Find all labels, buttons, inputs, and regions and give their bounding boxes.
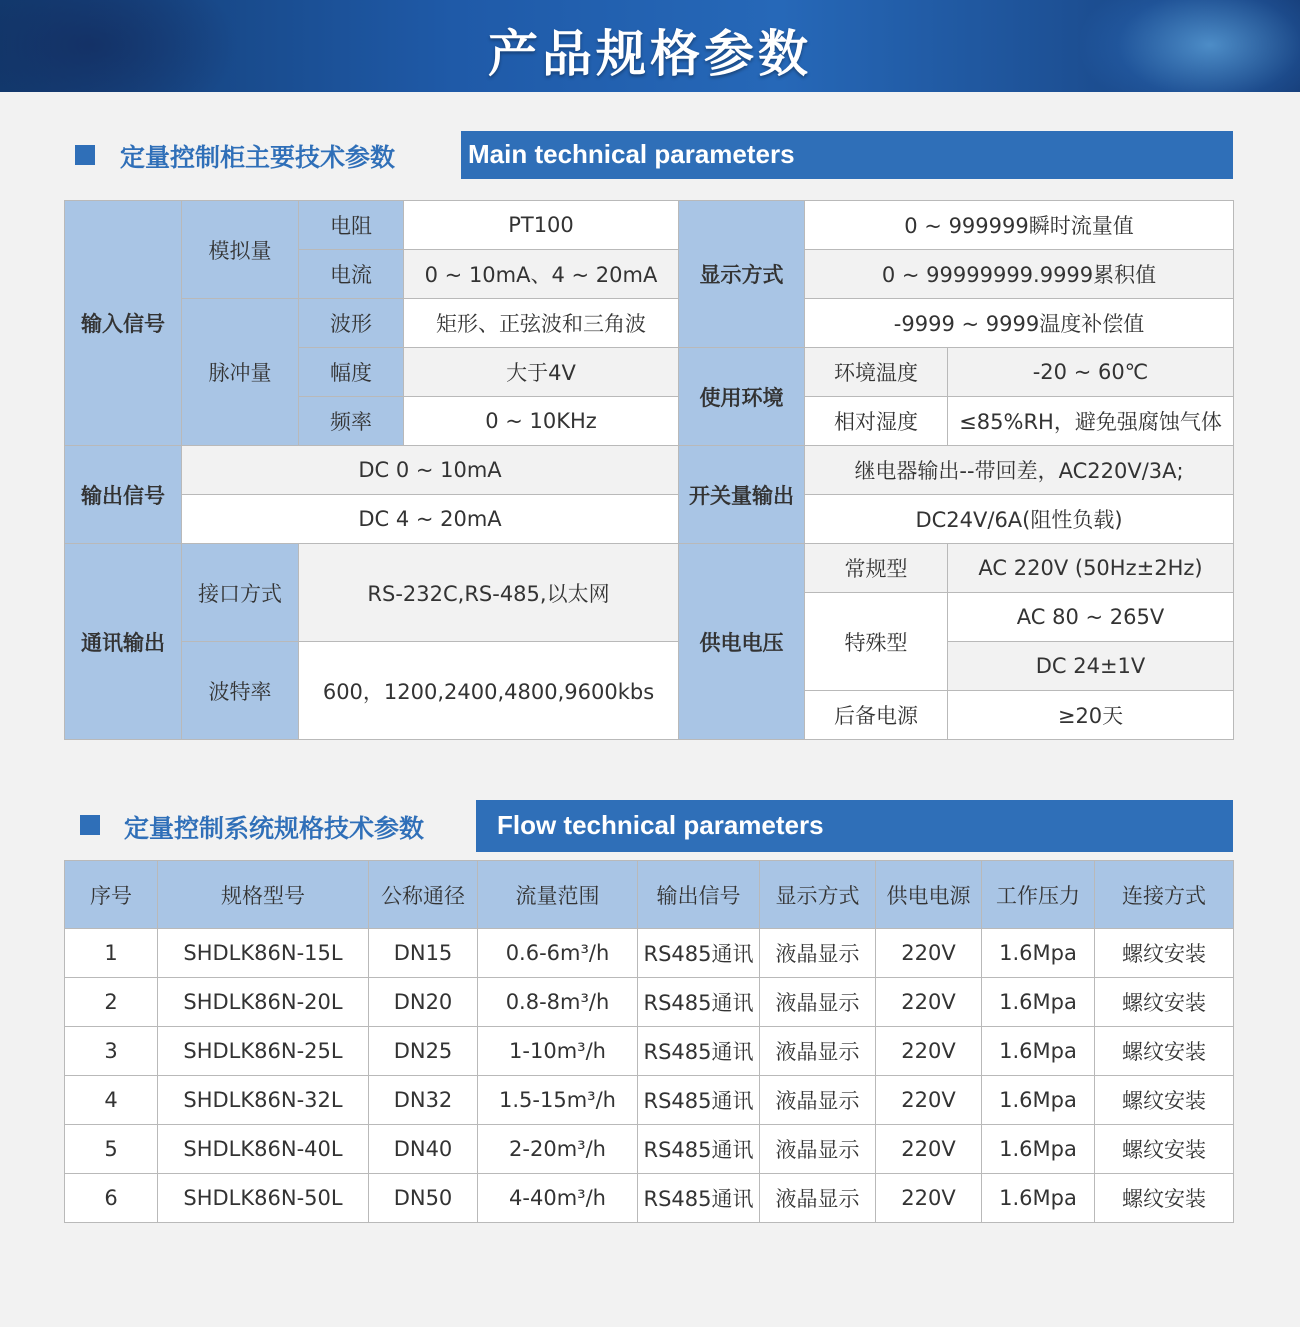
row-diameter: DN40 [369, 1125, 478, 1174]
humidity-label: 相对湿度 [805, 397, 948, 446]
row-display: 液晶显示 [760, 1027, 876, 1076]
row-flow-range: 1.5-15m³/h [478, 1076, 638, 1125]
input-signal-label: 输入信号 [65, 201, 182, 446]
row-output: RS485通讯 [638, 1174, 760, 1223]
col-header-model: 规格型号 [158, 861, 369, 929]
normal-type-label: 常规型 [805, 544, 948, 593]
special-type-label: 特殊型 [805, 593, 948, 691]
table-row [65, 929, 1234, 978]
flow-parameters-table [64, 860, 1234, 1223]
col-header-pressure: 工作压力 [982, 861, 1095, 929]
row-output: RS485通讯 [638, 1027, 760, 1076]
display-line-3: -9999 ~ 9999温度补偿值 [805, 299, 1234, 348]
special-type-value-2: DC 24±1V [948, 642, 1234, 691]
row-diameter: DN15 [369, 929, 478, 978]
row-connection: 螺纹安装 [1095, 1027, 1234, 1076]
row-connection: 螺纹安装 [1095, 929, 1234, 978]
row-connection: 螺纹安装 [1095, 1174, 1234, 1223]
waveform-value: 矩形、正弦波和三角波 [404, 299, 679, 348]
switch-output-line-1: 继电器输出--带回差，AC220V/3A; [805, 446, 1234, 495]
row-connection: 螺纹安装 [1095, 1125, 1234, 1174]
row-flow-range: 4-40m³/h [478, 1174, 638, 1223]
row-no: 1 [65, 929, 158, 978]
row-display: 液晶显示 [760, 1076, 876, 1125]
row-model: SHDLK86N-20L [158, 978, 369, 1027]
row-no: 2 [65, 978, 158, 1027]
row-pressure: 1.6Mpa [982, 929, 1095, 978]
col-header-no: 序号 [65, 861, 158, 929]
output-line-1: DC 0 ~ 10mA [182, 446, 679, 495]
row-display: 液晶显示 [760, 929, 876, 978]
page-banner [0, 0, 1300, 92]
table-row [65, 1076, 1234, 1125]
display-line-2: 0 ~ 99999999.9999累积值 [805, 250, 1234, 299]
display-mode-label: 显示方式 [679, 201, 805, 348]
row-display: 液晶显示 [760, 1125, 876, 1174]
row-output: RS485通讯 [638, 1076, 760, 1125]
display-line-1: 0 ~ 999999瞬时流量值 [805, 201, 1234, 250]
switch-output-line-2: DC24V/6A(阻性负载) [805, 495, 1234, 544]
row-power: 220V [876, 1027, 982, 1076]
resistance-value: PT100 [404, 201, 679, 250]
section2-title-cn: 定量控制系统规格技术参数 [124, 814, 425, 843]
row-power: 220V [876, 1174, 982, 1223]
table-row [65, 1027, 1234, 1076]
col-header-flow-range: 流量范围 [478, 861, 638, 929]
backup-power-value: ≥20天 [948, 691, 1234, 740]
environment-label: 使用环境 [679, 348, 805, 446]
row-power: 220V [876, 1125, 982, 1174]
col-header-connection: 连接方式 [1095, 861, 1234, 929]
row-flow-range: 2-20m³/h [478, 1125, 638, 1174]
special-type-value-1: AC 80 ~ 265V [948, 593, 1234, 642]
row-power: 220V [876, 1076, 982, 1125]
frequency-label: 频率 [299, 397, 404, 446]
temperature-value: -20 ~ 60℃ [948, 348, 1234, 397]
row-power: 220V [876, 929, 982, 978]
comm-output-label: 通讯输出 [65, 544, 182, 740]
row-no: 5 [65, 1125, 158, 1174]
row-model: SHDLK86N-32L [158, 1076, 369, 1125]
section1-square-icon [75, 145, 95, 165]
resistance-label: 电阻 [299, 201, 404, 250]
normal-type-value: AC 220V (50Hz±2Hz) [948, 544, 1234, 593]
row-pressure: 1.6Mpa [982, 1125, 1095, 1174]
output-signal-label: 输出信号 [65, 446, 182, 544]
row-no: 3 [65, 1027, 158, 1076]
analog-label: 模拟量 [182, 201, 299, 299]
col-header-diameter: 公称通径 [369, 861, 478, 929]
table-row [65, 978, 1234, 1027]
row-flow-range: 0.6-6m³/h [478, 929, 638, 978]
amplitude-label: 幅度 [299, 348, 404, 397]
row-diameter: DN25 [369, 1027, 478, 1076]
row-model: SHDLK86N-15L [158, 929, 369, 978]
backup-power-label: 后备电源 [805, 691, 948, 740]
section1-title-cn: 定量控制柜主要技术参数 [120, 143, 396, 172]
row-no: 6 [65, 1174, 158, 1223]
row-output: RS485通讯 [638, 1125, 760, 1174]
row-no: 4 [65, 1076, 158, 1125]
amplitude-value: 大于4V [404, 348, 679, 397]
col-header-power: 供电电源 [876, 861, 982, 929]
section2-title-en: Flow technical parameters [476, 800, 1233, 852]
interface-label: 接口方式 [182, 544, 299, 642]
row-diameter: DN32 [369, 1076, 478, 1125]
row-pressure: 1.6Mpa [982, 978, 1095, 1027]
output-line-2: DC 4 ~ 20mA [182, 495, 679, 544]
pulse-label: 脉冲量 [182, 299, 299, 446]
row-output: RS485通讯 [638, 929, 760, 978]
main-parameters-table [64, 200, 1234, 740]
temperature-label: 环境温度 [805, 348, 948, 397]
section2-square-icon [80, 815, 100, 835]
col-header-display: 显示方式 [760, 861, 876, 929]
baud-rate-value: 600，1200,2400,4800,9600kbs [299, 642, 679, 740]
current-label: 电流 [299, 250, 404, 299]
row-diameter: DN50 [369, 1174, 478, 1223]
table-row [65, 1125, 1234, 1174]
row-diameter: DN20 [369, 978, 478, 1027]
interface-value: RS-232C,RS-485,以太网 [299, 544, 679, 642]
row-model: SHDLK86N-50L [158, 1174, 369, 1223]
row-pressure: 1.6Mpa [982, 1174, 1095, 1223]
current-value: 0 ~ 10mA、4 ~ 20mA [404, 250, 679, 299]
power-supply-label: 供电电压 [679, 544, 805, 740]
col-header-output: 输出信号 [638, 861, 760, 929]
row-flow-range: 0.8-8m³/h [478, 978, 638, 1027]
row-pressure: 1.6Mpa [982, 1076, 1095, 1125]
row-flow-range: 1-10m³/h [478, 1027, 638, 1076]
row-connection: 螺纹安装 [1095, 1076, 1234, 1125]
frequency-value: 0 ~ 10KHz [404, 397, 679, 446]
waveform-label: 波形 [299, 299, 404, 348]
row-display: 液晶显示 [760, 978, 876, 1027]
row-power: 220V [876, 978, 982, 1027]
table-header-row [65, 861, 1234, 929]
row-output: RS485通讯 [638, 978, 760, 1027]
switch-output-label: 开关量输出 [679, 446, 805, 544]
row-model: SHDLK86N-25L [158, 1027, 369, 1076]
row-pressure: 1.6Mpa [982, 1027, 1095, 1076]
section1-title-en: Main technical parameters [461, 131, 1233, 179]
baud-rate-label: 波特率 [182, 642, 299, 740]
row-display: 液晶显示 [760, 1174, 876, 1223]
row-model: SHDLK86N-40L [158, 1125, 369, 1174]
table-row [65, 1174, 1234, 1223]
row-connection: 螺纹安装 [1095, 978, 1234, 1027]
humidity-value: ≤85%RH，避免强腐蚀气体 [948, 397, 1234, 446]
page-title: 产品规格参数 [488, 25, 812, 83]
